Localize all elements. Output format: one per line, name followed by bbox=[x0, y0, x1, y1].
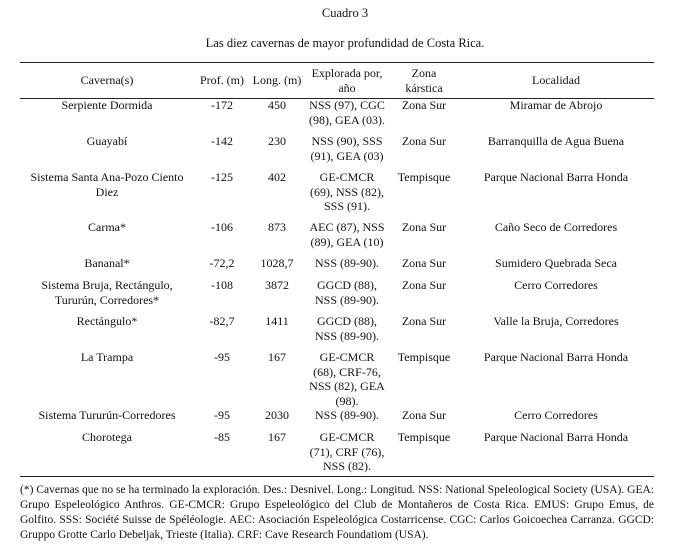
header-long: Long. (m) bbox=[252, 73, 302, 88]
table-title: Las diez cavernas de mayor profundidad de Costa Rica. bbox=[205, 36, 485, 50]
cell-zona: Tempisque bbox=[397, 350, 451, 364]
cell-localidad: Miramar de Abrojo bbox=[509, 98, 603, 112]
table-row bbox=[20, 170, 654, 220]
cell-caverna: Sistema Tururún-Corredores bbox=[38, 408, 176, 422]
header-explorada: Explorada por, año bbox=[311, 66, 383, 95]
table-row bbox=[20, 278, 654, 314]
cell-explorada: GE-CMCR (68), CRF-76, NSS (82), GEA (98). bbox=[309, 350, 385, 408]
cell-explorada: GGCD (88), NSS (89-90). bbox=[314, 314, 379, 343]
cell-localidad: Valle la Bruja, Corredores bbox=[493, 314, 619, 328]
cell-localidad: Parque Nacional Barra Honda bbox=[483, 430, 629, 444]
cell-caverna: Carma* bbox=[88, 220, 126, 234]
cell-long: 402 bbox=[268, 170, 286, 184]
cell-explorada: NSS (90), SSS (91), GEA (03) bbox=[310, 134, 384, 163]
cell-prof: -95 bbox=[214, 408, 230, 422]
cell-zona: Zona Sur bbox=[401, 256, 447, 270]
cell-prof: -125 bbox=[211, 170, 233, 184]
cell-zona: Tempisque bbox=[397, 170, 451, 184]
cell-long: 2030 bbox=[265, 408, 289, 422]
cell-caverna: Sistema Santa Ana-Pozo Ciento Diez bbox=[30, 170, 184, 199]
table-row bbox=[20, 256, 654, 278]
cell-localidad: Cerro Corredores bbox=[514, 408, 598, 422]
cell-long: 230 bbox=[268, 134, 286, 148]
cell-long: 873 bbox=[268, 220, 286, 234]
header-row bbox=[20, 63, 654, 98]
cell-explorada: NSS (89-90). bbox=[314, 408, 379, 422]
cell-long: 167 bbox=[268, 430, 286, 444]
cell-zona: Zona Sur bbox=[401, 134, 447, 148]
cell-prof: -106 bbox=[211, 220, 233, 234]
header-prof: Prof. (m) bbox=[200, 73, 244, 88]
cell-zona: Zona Sur bbox=[401, 408, 447, 422]
table-row bbox=[20, 98, 654, 134]
cell-prof: -85 bbox=[214, 430, 230, 444]
cell-localidad: Cerro Corredores bbox=[514, 278, 598, 292]
cell-prof: -142 bbox=[211, 134, 233, 148]
cell-explorada: NSS (89-90). bbox=[314, 256, 379, 270]
cell-explorada: AEC (87), NSS (89), GEA (10) bbox=[309, 220, 385, 249]
cell-caverna: Guayabí bbox=[86, 134, 128, 148]
table-row bbox=[20, 430, 654, 480]
cell-localidad: Sumidero Quebrada Seca bbox=[495, 256, 617, 270]
cell-zona: Zona Sur bbox=[401, 278, 447, 292]
header-zona: Zona kárstica bbox=[405, 66, 443, 95]
table-row bbox=[20, 350, 654, 408]
cell-localidad: Parque Nacional Barra Honda bbox=[483, 170, 629, 184]
cell-long: 1411 bbox=[265, 314, 289, 328]
cell-explorada: GGCD (88), NSS (89-90). bbox=[314, 278, 379, 307]
caves-table bbox=[20, 63, 654, 480]
cell-zona: Zona Sur bbox=[401, 314, 447, 328]
header-caverna: Caverna(s) bbox=[80, 73, 134, 88]
cell-zona: Tempisque bbox=[397, 430, 451, 444]
cell-explorada: GE-CMCR (71), CRF (76), NSS (82). bbox=[309, 430, 385, 473]
cell-explorada: GE-CMCR (69), NSS (82), SSS (91). bbox=[310, 170, 384, 213]
cell-localidad: Parque Nacional Barra Honda bbox=[483, 350, 629, 364]
cell-caverna: Chorotega bbox=[82, 430, 132, 444]
cell-caverna: Serpiente Dormida bbox=[61, 98, 153, 112]
cell-caverna: La Trampa bbox=[80, 350, 134, 364]
cell-long: 3872 bbox=[265, 278, 289, 292]
cell-prof: -95 bbox=[214, 350, 230, 364]
cell-localidad: Caño Seco de Corredores bbox=[494, 220, 618, 234]
cell-prof: -72,2 bbox=[209, 256, 235, 270]
footnote: (*) Cavernas que no se ha terminado la exploración. Des.: Desnivel. Long.: Longitud. NSS: National Speleological Society (USA). GEA: Grupo Espeleológico Anthros. GE-CMCR: Grupo Espeleológico del Club de Montañeros de Costa Rica. EMUS: Grupo Emus, de Golfito. SSS: Société Suisse de Spéléologie. AEC: Asociación Espeleológica Costarricense. CGC: Carlos Goicoechea Carranza. GGCD: Gruppo Grotte Carlo Debeljak, Trieste (Italia). CRF: Cave Research Foundatiom (USA). bbox=[20, 484, 654, 541]
cell-prof: -172 bbox=[211, 98, 233, 112]
cell-caverna: Rectángulo* bbox=[76, 314, 138, 328]
cell-caverna: Sistema Bruja, Rectángulo, Tururún, Corredores* bbox=[41, 278, 173, 307]
table-label: Cuadro 3 bbox=[321, 6, 369, 20]
cell-localidad: Barranquilla de Agua Buena bbox=[487, 134, 625, 148]
cell-long: 450 bbox=[268, 98, 286, 112]
cell-prof: -108 bbox=[211, 278, 233, 292]
cell-long: 167 bbox=[268, 350, 286, 364]
cell-zona: Zona Sur bbox=[401, 220, 447, 234]
table-row bbox=[20, 314, 654, 350]
cell-explorada: NSS (97), CGC (98), GEA (03). bbox=[309, 98, 385, 127]
cell-zona: Zona Sur bbox=[401, 98, 447, 112]
cell-long: 1028,7 bbox=[260, 256, 294, 270]
table-row bbox=[20, 220, 654, 256]
table-row bbox=[20, 408, 654, 430]
header-localidad: Localidad bbox=[532, 73, 580, 88]
cell-caverna: Bananal* bbox=[84, 256, 130, 270]
cell-prof: -82,7 bbox=[209, 314, 235, 328]
table-row bbox=[20, 134, 654, 170]
